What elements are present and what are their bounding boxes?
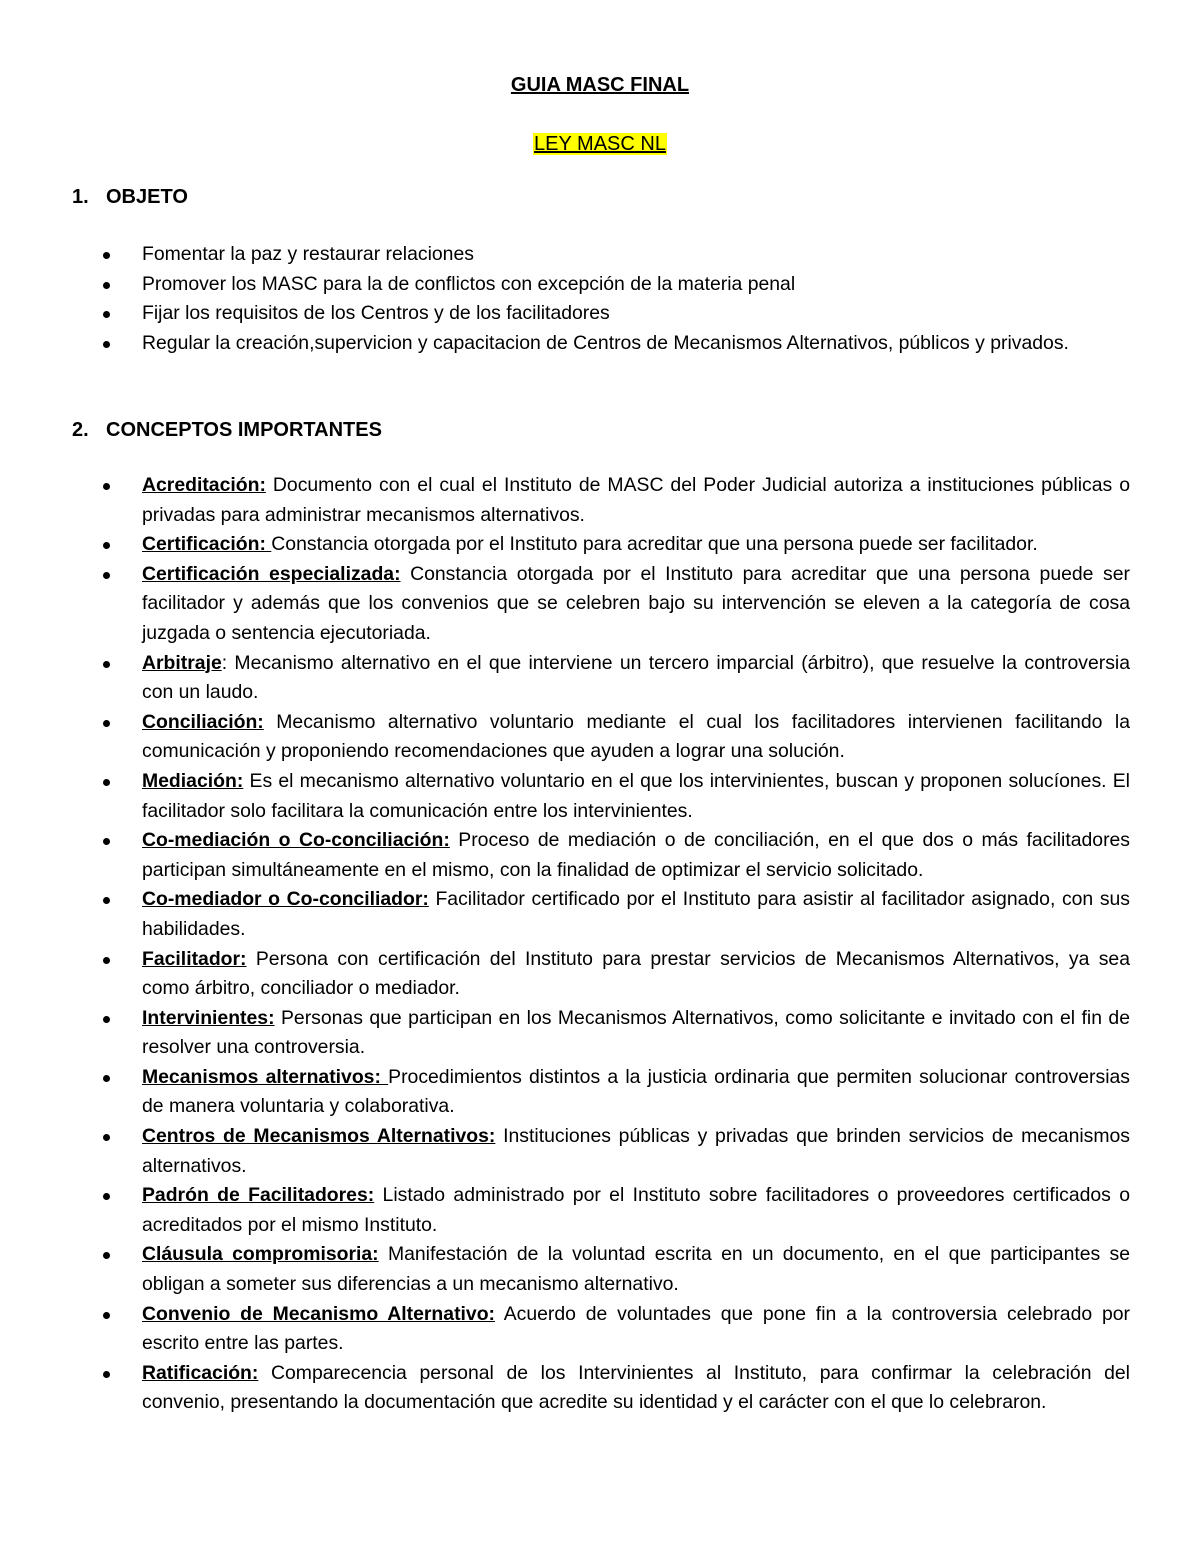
concept-item-co-mediacion [0, 826, 1130, 885]
concept-item-ratificacion [0, 1359, 1130, 1418]
concept-item-convenio [0, 1300, 1130, 1359]
list-item [0, 240, 1130, 270]
section-number: 2. [72, 419, 89, 441]
concept-definition: Documento con el cual el Instituto de MASC del Poder Judicial autoriza a instituciones públicas o privadas para administrar mecanismos alternativos. [142, 474, 1130, 526]
section-number: 1. [72, 186, 89, 208]
concept-term: Convenio de Mecanismo Alternativo: [142, 1302, 495, 1325]
concept-term: Cláusula compromisoria: [142, 1243, 379, 1266]
bullet-icon [103, 282, 110, 289]
list-item-text: Promover los MASC para la de conflictos con excepción de la materia penal [142, 272, 796, 295]
bullet-icon [103, 1312, 110, 1319]
bullet-icon [103, 897, 110, 904]
concept-definition: Constancia otorgada por el Instituto para acreditar que una persona puede ser facilitador. [271, 533, 1038, 556]
bullet-icon [103, 483, 110, 490]
bullet-icon [103, 572, 110, 579]
concept-definition: Mecanismo alternativo voluntario mediante el cual los facilitadores intervienen facilitando la comunicación y proponiendo recomendaciones que ayuden a lograr una solución. [142, 710, 1130, 763]
bullet-icon [103, 661, 110, 668]
concept-definition: Personas que participan en los Mecanismos Alternativos, como solicitante e invitado con el fin de resolver una controversia. [142, 1006, 1130, 1059]
concept-term: Intervinientes: [142, 1006, 275, 1029]
section-title: CONCEPTOS IMPORTANTES [106, 419, 382, 441]
bullet-icon [103, 1193, 110, 1200]
document-subtitle-text: LEY MASC NL [534, 133, 666, 155]
bullet-icon [103, 542, 110, 549]
concept-term: Acreditación: [142, 474, 266, 496]
conceptos-list [0, 471, 1200, 1418]
concept-term: Arbitraje [142, 651, 222, 674]
concept-item-arbitraje [0, 649, 1130, 708]
concept-item-mecanismos-alternativos [0, 1063, 1130, 1122]
section-title: OBJETO [106, 186, 188, 208]
concept-term: Padrón de Facilitadores: [142, 1184, 375, 1207]
concept-term: Mecanismos alternativos: [142, 1065, 389, 1088]
list-item-text: Fijar los requisitos de los Centros y de los facilitadores [142, 302, 610, 325]
bullet-icon [103, 1252, 110, 1259]
concept-definition: Persona con certificación del Instituto para prestar servicios de Mecanismos Alternativos, ya sea como árbitro, conciliador o mediador. [142, 947, 1130, 1000]
bullet-icon [103, 720, 110, 727]
concept-item-mediacion [0, 767, 1130, 826]
concept-item-intervinientes [0, 1004, 1130, 1063]
bullet-icon [103, 1075, 110, 1082]
list-item-text: Fomentar la paz y restaurar relaciones [142, 243, 474, 265]
concept-item-padron [0, 1181, 1130, 1240]
concept-item-co-mediador [0, 885, 1130, 944]
concept-item-conciliacion [0, 708, 1130, 767]
concept-definition: Comparecencia personal de los Intervinientes al Instituto, para confirmar la celebración del convenio, presentando la documentación que acredite su identidad y el carácter con el que lo celebraron. [142, 1361, 1130, 1414]
concept-item-acreditacion [0, 471, 1130, 530]
concept-definition: Facilitador certificado por el Instituto para asistir al facilitador asignado, con sus habilidades. [142, 888, 1130, 940]
concept-definition: Proceso de mediación o de conciliación, en el que dos o más facilitadores participan simultáneamente en el mismo, con la finalidad de optimizar el servicio solicitado. [142, 829, 1131, 881]
bullet-icon [103, 311, 110, 318]
list-item-text: Regular la creación,supervicion y capacitacion de Centros de Mecanismos Alternativos, públicos y privados. [142, 331, 1069, 354]
concept-term: Centros de Mecanismos Alternativos: [142, 1125, 496, 1148]
concept-term: Certificación: [142, 533, 272, 556]
concept-item-centros [0, 1122, 1130, 1181]
concept-term: Ratificación: [142, 1361, 259, 1384]
concept-item-certificacion [0, 530, 1130, 560]
concept-term: Co-mediación o Co-conciliación: [142, 829, 450, 852]
bullet-icon [103, 1134, 110, 1141]
bullet-icon [103, 1016, 110, 1023]
bullet-icon [103, 1371, 110, 1378]
bullet-icon [103, 957, 110, 964]
document-title-text: GUIA MASC FINAL [510, 74, 690, 96]
concept-term: Conciliación: [142, 710, 264, 733]
section-heading-objeto [72, 184, 188, 210]
list-item [0, 299, 1130, 329]
concept-item-certificacion-especializada [0, 560, 1130, 649]
document-title [0, 72, 1200, 98]
list-item [0, 270, 1130, 300]
concept-term: Mediación: [142, 769, 244, 792]
section-heading-conceptos [72, 417, 382, 443]
concept-definition: Procedimientos distintos a la justicia ordinaria que permiten solucionar controversias de manera voluntaria y colaborativa. [142, 1065, 1130, 1118]
concept-definition: Acuerdo de voluntades que pone fin a la controversia celebrado por escrito entre las partes. [142, 1302, 1130, 1355]
concept-definition: Listado administrado por el Instituto sobre facilitadores o proveedores certificados o acreditados por el mismo Instituto. [142, 1184, 1130, 1236]
bullet-icon [103, 779, 110, 786]
document-subtitle [0, 131, 1200, 157]
concept-item-facilitador [0, 945, 1130, 1004]
bullet-icon [103, 252, 110, 259]
concept-term: Certificación especializada: [142, 562, 401, 585]
bullet-icon [103, 341, 110, 348]
bullet-icon [103, 838, 110, 845]
concept-term: Co-mediador o Co-conciliador: [142, 888, 429, 911]
objeto-list [0, 240, 1200, 358]
concept-definition: : Mecanismo alternativo en el que interviene un tercero imparcial (árbitro), que resuelve la controversia con un laudo. [142, 651, 1130, 704]
concept-definition: Manifestación de la voluntad escrita en un documento, en el que participantes se obligan a someter sus diferencias a un mecanismo alternativo. [142, 1243, 1130, 1296]
concept-definition: Es el mecanismo alternativo voluntario en el que los intervinientes, buscan y proponen solucíones. El facilitador solo facilitara la comunicación entre los intervinientes. [142, 769, 1130, 822]
concept-term: Facilitador: [142, 947, 247, 970]
list-item [0, 329, 1130, 359]
concept-item-clausula [0, 1240, 1130, 1299]
concept-definition: Instituciones públicas y privadas que brinden servicios de mecanismos alternativos. [142, 1125, 1130, 1177]
concept-definition: Constancia otorgada por el Instituto para acreditar que una persona puede ser facilitador y además que los convenios que se celebren bajo su intervención se eleven a la categoría de cosa juzgada o sentencia ejecutoriada. [142, 562, 1130, 644]
